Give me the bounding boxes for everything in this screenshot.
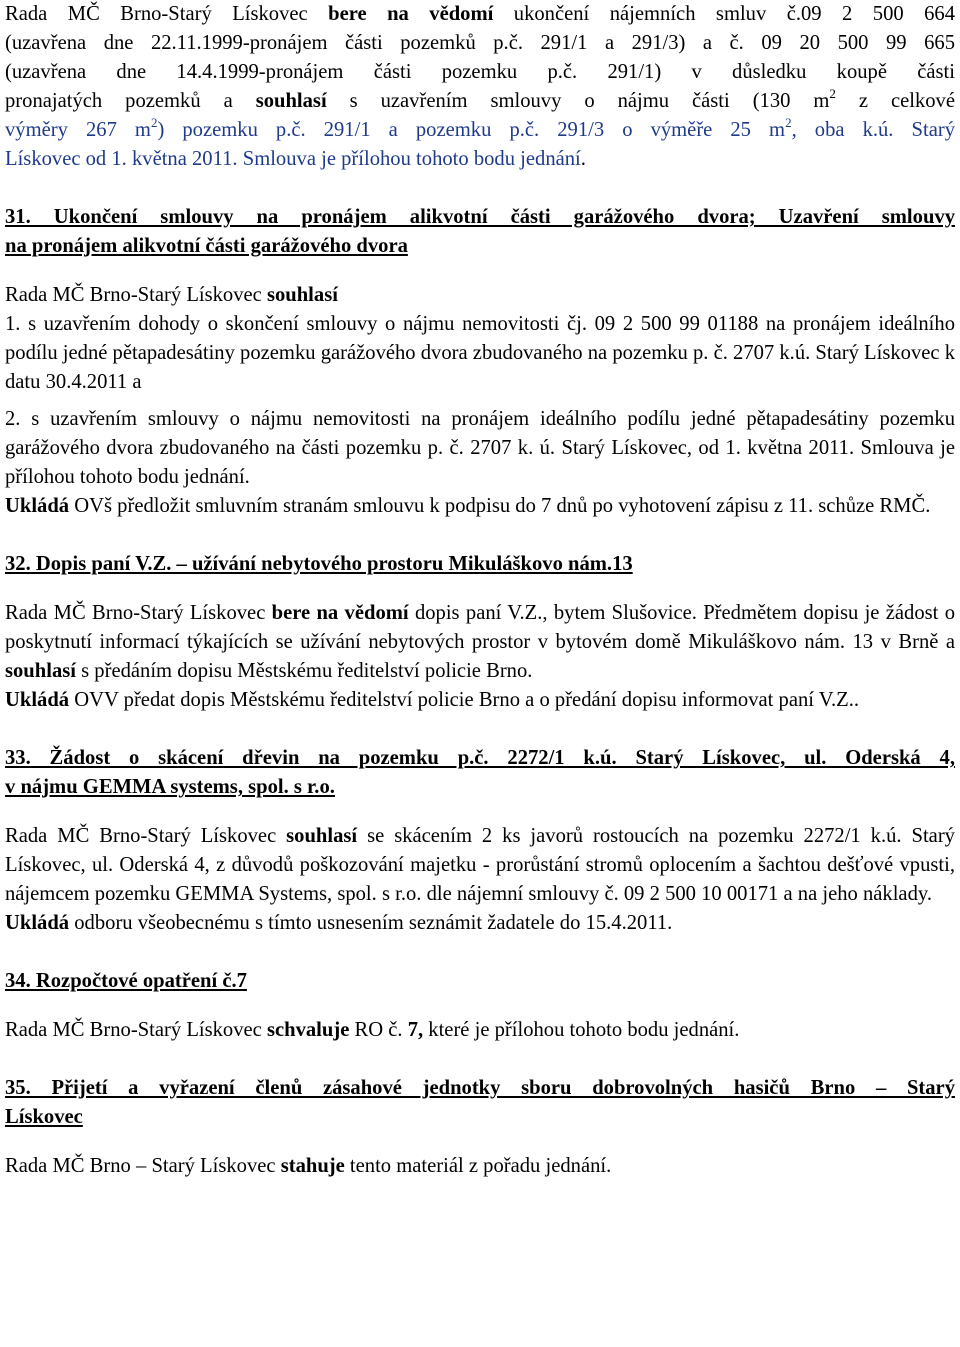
text: Rada MČ Brno-Starý Lískovec <box>5 284 267 306</box>
text: výměry 267 m <box>5 119 151 141</box>
resolution-text <box>5 822 955 909</box>
resolution-text <box>5 1016 955 1045</box>
paragraph-line <box>5 116 955 145</box>
paragraph-line <box>5 145 955 174</box>
decision-verb: bere na vědomí <box>328 3 494 25</box>
text: Lískovec od 1. května 2011. <box>5 148 243 170</box>
resolution-text <box>5 1152 955 1181</box>
text: RO č. <box>349 1019 408 1041</box>
item-heading: Lískovec <box>5 1106 83 1128</box>
task-text <box>5 492 955 521</box>
item-33 <box>5 744 955 938</box>
text: které je přílohou tohoto bodu jednání. <box>423 1019 740 1041</box>
item-heading: 35. Přijetí a vyřazení členů zásahové jednotky sboru dobrovolných hasičů Brno – Starý <box>5 1077 955 1099</box>
decision-verb: souhlasí <box>255 90 327 112</box>
decision-verb: bere na vědomí <box>271 602 409 624</box>
resolution-point: 2. s uzavřením smlouvy o nájmu nemovitosti na pronájem ideálního podílu jedné pětapadesátiny pozemku garážového dvora zbudovaného na části pozemku p. č. 2707 k. ú. Starý Lískovec, od 1. května 2011. Smlouva je přílohou tohoto bodu jednání. <box>5 408 955 488</box>
item-34 <box>5 967 955 1045</box>
text: OVš předložit smluvním stranám smlouvu k podpisu do 7 dnů po vyhotovení zápisu z 11. schůze RMČ. <box>69 495 931 517</box>
item-heading: 33. Žádost o skácení dřevin na pozemku p.č. 2272/1 k.ú. Starý Lískovec, ul. Oderská 4, <box>5 747 955 769</box>
decision-verb: souhlasí <box>286 825 358 847</box>
text: ) pozemku p.č. 291/1 a pozemku p.č. 291/3 o výměře 25 m <box>157 119 786 141</box>
decision-verb: souhlasí <box>266 284 338 306</box>
resolution-text <box>5 599 955 686</box>
text: OVV předat dopis Městskému ředitelství policie Brno a o předání dopisu informovat paní V.Z.. <box>69 689 859 711</box>
text: pronajatých pozemků a <box>5 90 256 112</box>
item-heading: 32. Dopis paní V.Z. – užívání nebytového prostoru Mikuláškovo nám.13 <box>5 553 633 575</box>
text: se skácením 2 ks javorů rostoucích na pozemku 2272/1 k.ú. Starý Lískovec, ul. Oderská 4, z důvodů poškozování majetku - prorůstání stromů oplocením a šachtou dešťové vpusti, nájemcem pozemku GEMMA Systems, spol. s r.o. dle nájemní smlouvy č. 09 2 500 10 00171 a na jeho náklady. <box>5 825 955 905</box>
task-verb: Ukládá <box>5 912 70 934</box>
superscript: 2 <box>785 115 792 130</box>
paragraph-line <box>5 0 955 29</box>
decision-verb: stahuje <box>280 1155 345 1177</box>
text: Rada MČ Brno – Starý Lískovec <box>5 1155 281 1177</box>
budget-measure-number: 7, <box>407 1019 424 1041</box>
text: s uzavřením smlouvy o nájmu části (130 m <box>326 90 830 112</box>
text: Rada MČ Brno-Starý Lískovec <box>5 602 272 624</box>
task-verb: Ukládá <box>5 689 70 711</box>
text: . <box>580 148 586 170</box>
task-verb: Ukládá <box>5 495 70 517</box>
decision-verb: souhlasí <box>5 660 76 682</box>
item-32 <box>5 550 955 715</box>
paragraph-line <box>5 87 955 116</box>
item-30-continuation <box>5 0 955 174</box>
text: z celkové <box>835 90 955 112</box>
decision-verb: schvaluje <box>266 1019 350 1041</box>
item-31 <box>5 203 955 521</box>
superscript: 2 <box>150 115 158 130</box>
item-heading: na pronájem alikvotní části garážového dvora <box>5 235 408 257</box>
item-heading: 34. Rozpočtové opatření č.7 <box>5 970 247 992</box>
text: Rada MČ Brno-Starý Lískovec <box>5 825 287 847</box>
text: Rada MČ Brno-Starý Lískovec <box>5 3 329 25</box>
text: , oba k.ú. Starý <box>791 119 955 141</box>
superscript: 2 <box>829 86 836 101</box>
attachment-note: Smlouva je přílohou tohoto bodu jednání <box>242 148 581 170</box>
task-text <box>5 686 955 715</box>
text: tento materiál z pořadu jednání. <box>344 1155 612 1177</box>
text: s předáním dopisu Městskému ředitelství policie Brno. <box>75 660 533 682</box>
document-page <box>5 0 955 1181</box>
item-heading: 31. Ukončení smlouvy na pronájem alikvotní části garážového dvora; Uzavření smlouvy <box>5 206 955 228</box>
item-heading: v nájmu GEMMA systems, spol. s r.o. <box>5 776 335 798</box>
paragraph-line: (uzavřena dne 22.11.1999-pronájem části pozemků p.č. 291/1 a 291/3) a č. 09 20 500 99 665 <box>5 32 955 54</box>
text: odboru všeobecnému s tímto usnesením seznámit žadatele do 15.4.2011. <box>69 912 673 934</box>
text: ukončení nájemních smluv č.09 2 500 664 <box>493 3 955 25</box>
task-text <box>5 909 955 938</box>
resolution-text <box>5 281 955 310</box>
resolution-point: 1. s uzavřením dohody o skončení smlouvy o nájmu nemovitosti čj. 09 2 500 99 01188 na pronájem ideálního podílu jedné pětapadesátiny pozemku garážového dvora zbudovaného na pozemku p. č. 2707 k.ú. Starý Lískovec k datu 30.4.2011 a <box>5 313 955 393</box>
item-35 <box>5 1074 955 1181</box>
text: dopis paní V.Z., bytem Slušovice. Předmětem dopisu je žádost o poskytnutí informací týkajících se užívání nebytových prostor v bytovém domě Mikuláškovo nám. 13 v Brně a <box>5 602 955 653</box>
text: Rada MČ Brno-Starý Lískovec <box>5 1019 267 1041</box>
paragraph-line: (uzavřena dne 14.4.1999-pronájem části pozemku p.č. 291/1) v důsledku koupě části <box>5 61 955 83</box>
